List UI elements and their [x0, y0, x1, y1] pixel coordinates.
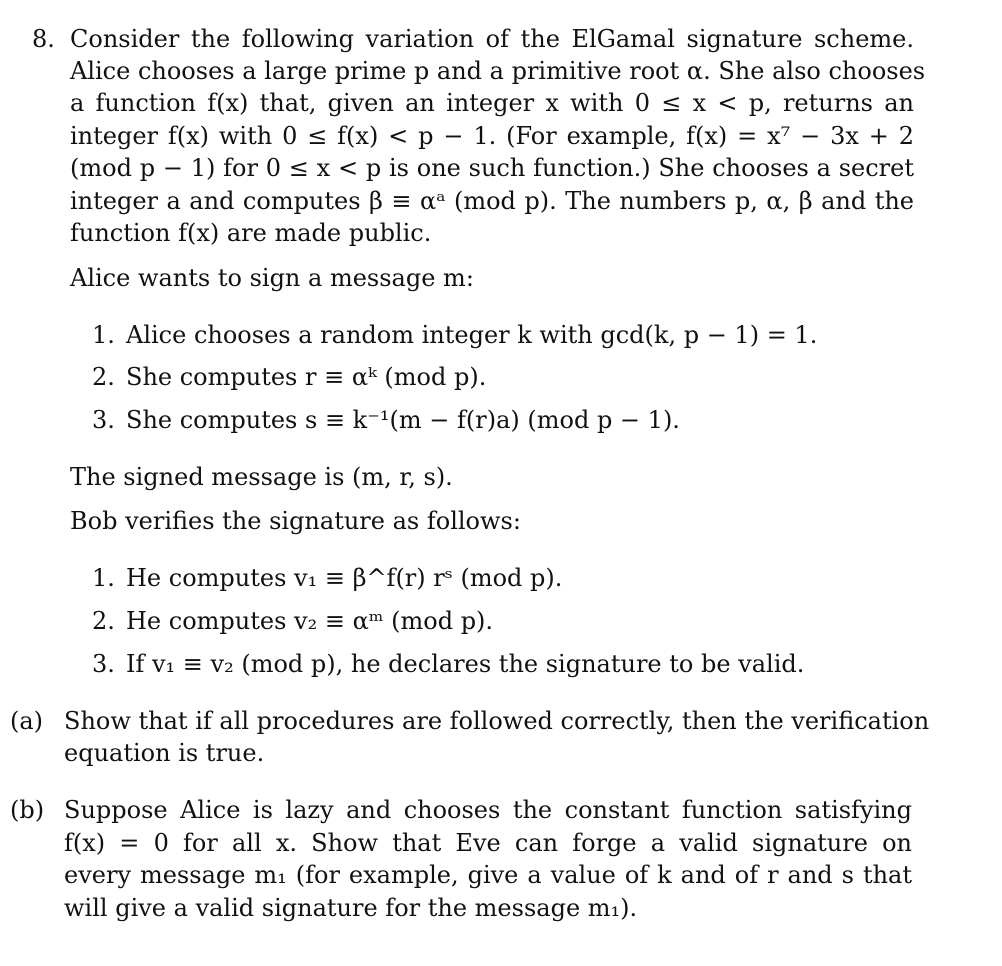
- intro-line: integer a and computes β ≡ αᵃ (mod p). The numbers p, α, β and the: [70, 187, 914, 215]
- part-a-line: Show that if all procedures are followed correctly, then the verification: [64, 707, 930, 735]
- intro-line: function f(x) are made public.: [70, 219, 432, 247]
- part-b-line: every message m₁ (for example, give a value of k and of r and s that: [64, 861, 912, 889]
- bob-step-number: 2.: [92, 607, 115, 635]
- intro-line: (mod p − 1) for 0 ≤ x < p is one such function.) She chooses a secret: [70, 154, 914, 182]
- bob-step-text: If v₁ ≡ v₂ (mod p), he declares the signature to be valid.: [126, 650, 805, 678]
- part-b-label: (b): [10, 796, 45, 824]
- alice-heading: Alice wants to sign a message m:: [70, 264, 474, 292]
- signed-message-line: The signed message is (m, r, s).: [70, 463, 453, 491]
- alice-step-number: 3.: [92, 406, 115, 434]
- intro-line: Alice chooses a large prime p and a primitive root α. She also chooses: [70, 57, 926, 85]
- bob-step-text: He computes v₂ ≡ αᵐ (mod p).: [126, 607, 494, 635]
- part-a-line: equation is true.: [64, 739, 265, 767]
- part-a-label: (a): [10, 707, 44, 735]
- part-b-line: f(x) = 0 for all x. Show that Eve can forge a valid signature on: [64, 829, 912, 857]
- bob-step-number: 1.: [92, 564, 115, 592]
- intro-line: integer f(x) with 0 ≤ f(x) < p − 1. (For example, f(x) = x⁷ − 3x + 2: [70, 122, 914, 150]
- problem-number: 8.: [32, 25, 55, 53]
- alice-step-number: 2.: [92, 363, 115, 391]
- alice-step-text: She computes r ≡ αᵏ (mod p).: [126, 363, 487, 391]
- part-b-line: Suppose Alice is lazy and chooses the constant function satisfying: [64, 796, 912, 824]
- alice-step-text: She computes s ≡ k⁻¹(m − f(r)a) (mod p − 1).: [126, 406, 680, 434]
- alice-step-text: Alice chooses a random integer k with gcd(k, p − 1) = 1.: [126, 321, 818, 349]
- bob-step-text: He computes v₁ ≡ β^f(r) rˢ (mod p).: [126, 564, 563, 592]
- intro-line: Consider the following variation of the ElGamal signature scheme.: [70, 25, 914, 53]
- part-b-line: will give a valid signature for the message m₁).: [64, 894, 638, 922]
- alice-step-number: 1.: [92, 321, 115, 349]
- bob-step-number: 3.: [92, 650, 115, 678]
- intro-line: a function f(x) that, given an integer x with 0 ≤ x < p, returns an: [70, 89, 914, 117]
- bob-heading: Bob verifies the signature as follows:: [70, 507, 521, 535]
